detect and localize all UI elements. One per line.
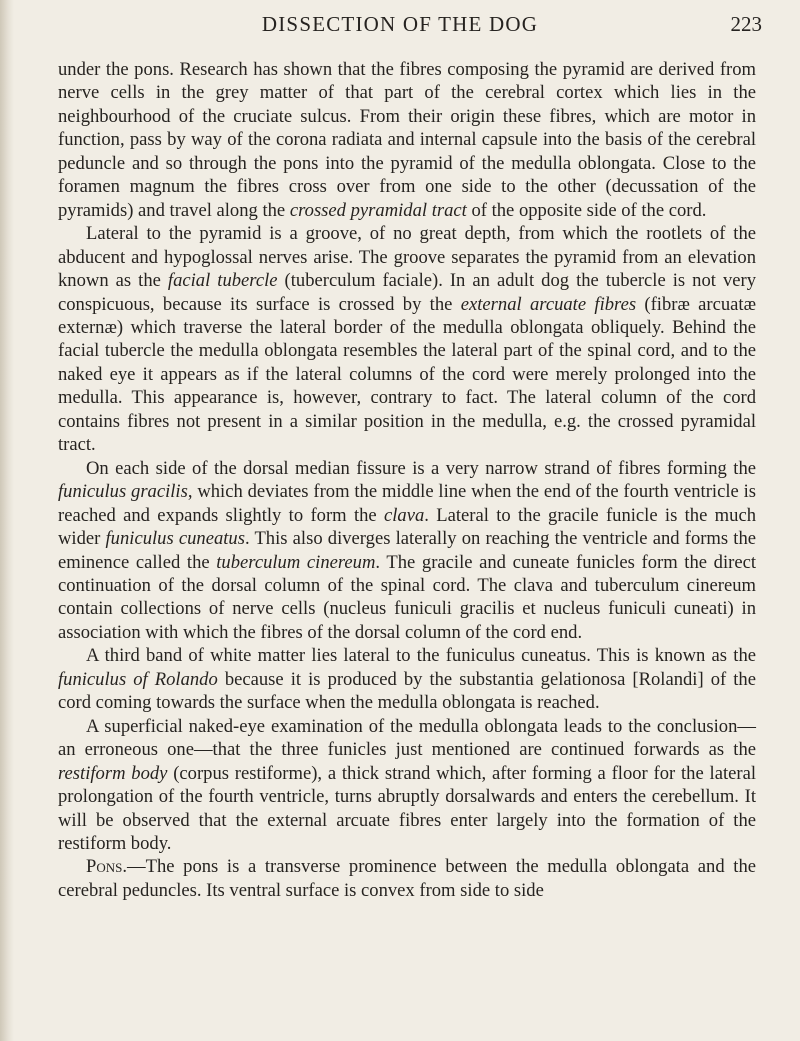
paragraph [58, 58, 756, 222]
italic-term: funiculus of Rolando [58, 668, 218, 690]
italic-term: funiculus cuneatus [105, 528, 245, 550]
text-run: A third band of white matter lies lateral to the funiculus cuneatus. This is known as the [86, 645, 756, 667]
paragraph [58, 457, 756, 645]
text-run: . The gracile and cuneate funicles form the direct continuation of the dorsal column of the spinal cord. The clava and tuberculum cinereum contain collections of nerve cells (nucleus funiculi gracilis et nucleus funiculi cuneati) in association with which the fibres of the dorsal column of the cord end. [58, 551, 756, 643]
italic-term: external arcuate fibres [460, 293, 637, 315]
running-head [0, 12, 800, 42]
text-run: A superficial naked-eye examination of the medulla oblongata leads to the conclusion—an erroneous one—that the three funicles just mentioned are continued forwards as the [58, 715, 756, 761]
italic-term: crossed pyramidal tract [289, 199, 467, 221]
section-heading: Pons. [86, 856, 127, 878]
text-run: (corpus restiforme), a thick strand which, after forming a floor for the lateral prolongation of the fourth ventricle, turns abruptly dorsalwards and enters the cerebellum. It will be observed that the external arcuate fibres enter largely into the formation of the restiform body. [58, 762, 756, 854]
text-run: . This also diverges laterally on reaching the ventricle and forms the eminence called the [58, 528, 757, 573]
page-binding-edge [0, 0, 14, 1041]
italic-term: clava [384, 504, 425, 526]
running-title: DISSECTION OF THE DOG [261, 12, 539, 36]
paragraph [58, 855, 756, 902]
text-run: . Lateral to the gracile funicle is the much wider [58, 504, 756, 550]
body-text [58, 58, 756, 902]
text-run: under the pons. Research has shown that the fibres composing the pyramid are derived from nerve cells in the grey matter of that part of the cerebral cortex which lies in the neighbourhood of the cruciate sulcus. From their origin these fibres, which are motor in function, pass by way of the corona radiata and internal capsule into the basis of the cerebral peduncle and so through the pons into the pyramid of the medulla oblongata. Close to the foramen magnum the fibres cross over from one side to the other (decussation of the pyramids) and travel along the [58, 59, 756, 221]
page-number: 223 [730, 12, 762, 36]
text-run: (tuberculum faciale). In an adult dog the tubercle is not very conspicuous, because its surface is crossed by the [58, 270, 757, 315]
italic-term: tuberculum cinereum [216, 551, 376, 573]
paragraph [58, 644, 756, 714]
italic-term: restiform body [58, 762, 168, 784]
text-run: because it is produced by the substantia gelationosa [Rolandi] of the cord coming towards the surface when the medulla oblongata is reached. [58, 668, 756, 714]
text-run: On each side of the dorsal median fissure is a very narrow strand of fibres forming the [86, 457, 756, 479]
text-run: , which deviates from the middle line when the end of the fourth ventricle is reached and expands slightly to form the [58, 481, 756, 526]
text-run: Lateral to the pyramid is a groove, of no great depth, from which the rootlets of the abducent and hypoglossal nerves arise. The groove separates the pyramid from an elevation known as the [58, 223, 756, 292]
italic-term: facial tubercle [167, 270, 278, 292]
paragraph [58, 222, 756, 457]
text-run: —The pons is a transverse prominence between the medulla oblongata and the cerebral peduncles. Its ventral surface is convex from side to side [58, 856, 756, 901]
paragraph [58, 715, 756, 856]
text-run: (fibræ arcuatæ externæ) which traverse the lateral border of the medulla oblongata obliquely. Behind the facial tubercle the medulla oblongata resembles the lateral part of the spinal cord, and to the naked eye it appears as if the lateral columns of the cord were merely prolonged into the medulla. This appearance is, however, contrary to fact. The lateral column of the cord contains fibres not present in a similar position in the medulla, e.g. the crossed pyramidal tract. [58, 293, 756, 456]
italic-term: funiculus gracilis [58, 481, 188, 503]
text-run: of the opposite side of the cord. [466, 199, 707, 221]
